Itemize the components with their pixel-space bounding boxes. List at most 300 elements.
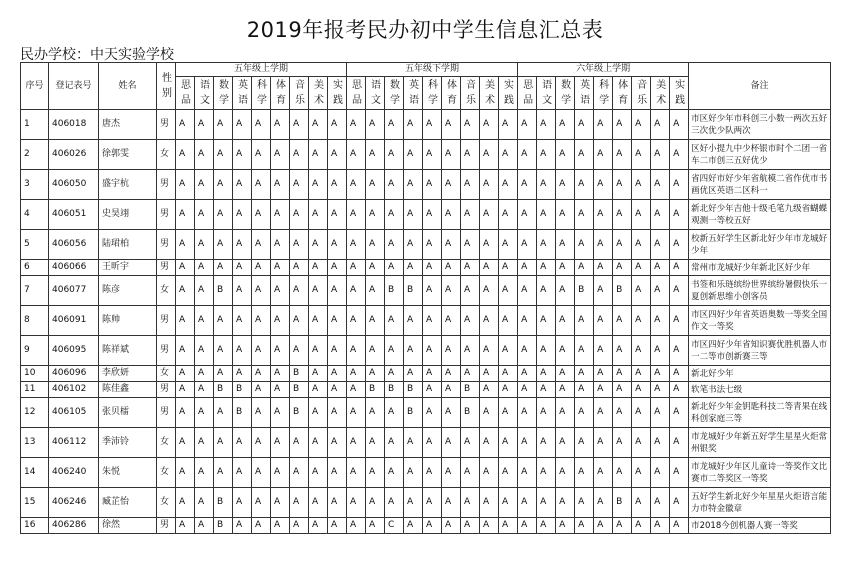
cell-name: 陈彦	[99, 276, 157, 306]
cell-grade: A	[347, 110, 366, 140]
cell-grade: B	[233, 382, 252, 398]
cell-grade: A	[651, 336, 670, 366]
cell-grade: B	[214, 488, 233, 518]
cell-grade: A	[328, 382, 347, 398]
cell-grade: A	[499, 428, 518, 458]
cell-grade: A	[347, 170, 366, 200]
cell-name: 臧芷怡	[99, 488, 157, 518]
cell-grade: A	[195, 458, 214, 488]
subject-header: 科学	[252, 77, 271, 110]
cell-grade: A	[442, 260, 461, 276]
school-name: 民办学校：中天实验学校	[20, 47, 174, 63]
cell-grade: A	[347, 140, 366, 170]
cell-grade: A	[252, 140, 271, 170]
cell-grade: A	[252, 518, 271, 534]
cell-grade: A	[575, 382, 594, 398]
subject-header: 实践	[499, 77, 518, 110]
cell-grade: A	[176, 366, 195, 382]
cell-name: 徐郭雯	[99, 140, 157, 170]
subject-header: 语文	[366, 77, 385, 110]
cell-grade: A	[518, 428, 537, 458]
cell-grade: A	[480, 276, 499, 306]
cell-grade: A	[670, 382, 689, 398]
cell-grade: A	[233, 458, 252, 488]
cell-grade: A	[290, 170, 309, 200]
subject-header: 语文	[195, 77, 214, 110]
student-table	[20, 62, 831, 534]
cell-grade: A	[556, 230, 575, 260]
cell-grade: A	[233, 366, 252, 382]
subject-header: 体育	[613, 77, 632, 110]
cell-grade: A	[271, 518, 290, 534]
cell-grade: A	[385, 398, 404, 428]
cell-reg: 406240	[49, 458, 99, 488]
cell-grade: A	[556, 170, 575, 200]
cell-index: 3	[21, 170, 49, 200]
cell-grade: A	[290, 458, 309, 488]
header-sem3: 六年级上学期	[518, 63, 689, 77]
cell-name: 史昊翊	[99, 200, 157, 230]
cell-gender: 男	[157, 170, 176, 200]
header-name: 姓名	[99, 63, 157, 110]
cell-grade: A	[594, 260, 613, 276]
cell-grade: A	[556, 200, 575, 230]
cell-grade: A	[176, 428, 195, 458]
subject-header: 音乐	[290, 77, 309, 110]
cell-grade: A	[347, 382, 366, 398]
cell-grade: A	[670, 110, 689, 140]
cell-note: 常州市龙城好少年新北区好少年	[689, 260, 831, 276]
cell-gender: 女	[157, 276, 176, 306]
cell-grade: A	[271, 200, 290, 230]
cell-grade: A	[271, 336, 290, 366]
cell-note: 市区好少年市科创三小数一两次五好三次优少队两次	[689, 110, 831, 140]
cell-grade: A	[461, 170, 480, 200]
cell-grade: A	[195, 428, 214, 458]
cell-grade: A	[499, 230, 518, 260]
cell-note: 省四好市好少年省航模二省作优市书画优区英语二区科一	[689, 170, 831, 200]
cell-grade: A	[195, 336, 214, 366]
cell-grade: A	[613, 140, 632, 170]
cell-grade: A	[537, 200, 556, 230]
cell-grade: A	[290, 336, 309, 366]
cell-grade: B	[461, 398, 480, 428]
cell-grade: A	[537, 488, 556, 518]
cell-grade: A	[195, 200, 214, 230]
cell-grade: A	[537, 428, 556, 458]
cell-grade: A	[499, 170, 518, 200]
cell-grade: A	[442, 230, 461, 260]
cell-grade: A	[404, 366, 423, 382]
cell-grade: A	[328, 276, 347, 306]
cell-grade: A	[480, 200, 499, 230]
cell-index: 6	[21, 260, 49, 276]
cell-grade: A	[404, 110, 423, 140]
cell-grade: A	[537, 518, 556, 534]
cell-grade: A	[233, 518, 252, 534]
cell-grade: A	[423, 366, 442, 382]
cell-grade: A	[214, 336, 233, 366]
cell-grade: A	[594, 398, 613, 428]
cell-grade: A	[613, 170, 632, 200]
cell-grade: A	[252, 306, 271, 336]
cell-grade: A	[252, 458, 271, 488]
cell-grade: A	[594, 200, 613, 230]
cell-grade: A	[328, 170, 347, 200]
cell-grade: A	[214, 230, 233, 260]
cell-grade: A	[613, 260, 632, 276]
cell-grade: A	[651, 140, 670, 170]
cell-gender: 女	[157, 488, 176, 518]
cell-grade: B	[613, 488, 632, 518]
cell-grade: A	[461, 110, 480, 140]
cell-note: 市区四好少年省知识赛优胜机器人市一二等市创新赛三等	[689, 336, 831, 366]
cell-grade: A	[575, 366, 594, 382]
cell-grade: A	[518, 518, 537, 534]
cell-grade: A	[461, 260, 480, 276]
cell-grade: A	[423, 276, 442, 306]
cell-grade: A	[214, 200, 233, 230]
cell-grade: A	[499, 366, 518, 382]
table-row	[21, 398, 831, 428]
cell-grade: A	[575, 518, 594, 534]
cell-grade: A	[461, 336, 480, 366]
cell-name: 李欣妍	[99, 366, 157, 382]
cell-grade: A	[176, 200, 195, 230]
cell-gender: 男	[157, 200, 176, 230]
cell-grade: A	[537, 458, 556, 488]
cell-grade: A	[385, 230, 404, 260]
cell-grade: A	[214, 260, 233, 276]
cell-gender: 男	[157, 110, 176, 140]
cell-grade: A	[195, 382, 214, 398]
cell-grade: A	[480, 260, 499, 276]
cell-index: 1	[21, 110, 49, 140]
cell-grade: A	[195, 306, 214, 336]
cell-grade: A	[518, 260, 537, 276]
cell-grade: A	[252, 276, 271, 306]
cell-grade: A	[423, 336, 442, 366]
cell-grade: A	[328, 518, 347, 534]
subject-header: 思品	[518, 77, 537, 110]
cell-grade: A	[290, 110, 309, 140]
cell-grade: A	[651, 366, 670, 382]
cell-grade: A	[518, 276, 537, 306]
cell-grade: A	[309, 170, 328, 200]
cell-gender: 男	[157, 518, 176, 534]
cell-grade: A	[347, 366, 366, 382]
cell-name: 唐杰	[99, 110, 157, 140]
cell-grade: A	[271, 488, 290, 518]
cell-grade: A	[233, 488, 252, 518]
cell-grade: A	[328, 140, 347, 170]
cell-grade: A	[651, 200, 670, 230]
cell-grade: A	[480, 230, 499, 260]
cell-grade: A	[518, 306, 537, 336]
cell-grade: A	[442, 110, 461, 140]
table-row	[21, 140, 831, 170]
cell-grade: A	[632, 306, 651, 336]
subject-header: 美术	[651, 77, 670, 110]
cell-grade: A	[632, 260, 651, 276]
cell-grade: A	[347, 200, 366, 230]
cell-grade: A	[309, 260, 328, 276]
cell-grade: A	[252, 170, 271, 200]
cell-grade: A	[176, 276, 195, 306]
cell-note: 校新五好学生区新北好少年市龙城好少年	[689, 230, 831, 260]
cell-grade: A	[423, 260, 442, 276]
cell-grade: A	[328, 200, 347, 230]
cell-grade: A	[613, 110, 632, 140]
cell-name: 徐然	[99, 518, 157, 534]
cell-grade: A	[366, 398, 385, 428]
cell-grade: A	[613, 428, 632, 458]
cell-grade: A	[518, 488, 537, 518]
cell-grade: A	[366, 110, 385, 140]
cell-index: 13	[21, 428, 49, 458]
cell-grade: A	[328, 260, 347, 276]
cell-grade: A	[309, 428, 328, 458]
cell-grade: A	[252, 382, 271, 398]
table-row	[21, 458, 831, 488]
cell-grade: A	[328, 336, 347, 366]
cell-grade: A	[480, 398, 499, 428]
table-row	[21, 336, 831, 366]
cell-grade: A	[195, 110, 214, 140]
cell-grade: A	[252, 398, 271, 428]
cell-grade: A	[670, 366, 689, 382]
cell-grade: A	[594, 276, 613, 306]
cell-name: 王昕宇	[99, 260, 157, 276]
cell-index: 9	[21, 336, 49, 366]
cell-gender: 女	[157, 458, 176, 488]
cell-index: 4	[21, 200, 49, 230]
cell-grade: A	[404, 200, 423, 230]
cell-grade: A	[328, 110, 347, 140]
cell-reg: 406018	[49, 110, 99, 140]
cell-grade: A	[328, 428, 347, 458]
cell-index: 8	[21, 306, 49, 336]
header-sem2: 五年级下学期	[347, 63, 518, 77]
cell-grade: A	[613, 518, 632, 534]
cell-grade: A	[518, 458, 537, 488]
cell-grade: A	[556, 518, 575, 534]
cell-grade: A	[214, 110, 233, 140]
subject-header: 数学	[385, 77, 404, 110]
cell-grade: A	[442, 488, 461, 518]
cell-grade: A	[214, 458, 233, 488]
cell-grade: A	[632, 398, 651, 428]
cell-grade: A	[651, 428, 670, 458]
cell-grade: A	[366, 276, 385, 306]
cell-grade: A	[556, 276, 575, 306]
cell-grade: A	[423, 306, 442, 336]
cell-grade: A	[499, 518, 518, 534]
cell-grade: A	[480, 518, 499, 534]
cell-note: 市龙城好少年区儿童诗一等奖作文比赛市二等奖区一等奖	[689, 458, 831, 488]
cell-grade: A	[347, 336, 366, 366]
cell-grade: A	[252, 366, 271, 382]
cell-grade: A	[214, 398, 233, 428]
cell-grade: B	[290, 398, 309, 428]
cell-grade: A	[309, 518, 328, 534]
cell-grade: A	[195, 398, 214, 428]
cell-grade: A	[670, 276, 689, 306]
cell-grade: A	[309, 306, 328, 336]
cell-note: 软笔书法七级	[689, 382, 831, 398]
cell-grade: A	[309, 398, 328, 428]
cell-grade: A	[594, 230, 613, 260]
table-row	[21, 260, 831, 276]
cell-grade: B	[404, 276, 423, 306]
page-title: 2019年报考民办初中学生信息汇总表	[246, 18, 604, 42]
cell-grade: A	[442, 306, 461, 336]
cell-grade: A	[423, 140, 442, 170]
cell-grade: A	[290, 200, 309, 230]
cell-index: 5	[21, 230, 49, 260]
cell-grade: A	[423, 170, 442, 200]
cell-grade: A	[613, 366, 632, 382]
cell-grade: A	[423, 518, 442, 534]
cell-grade: A	[632, 488, 651, 518]
cell-note: 新北好少年吉他十级毛笔九级省蝴蝶观测一等校五好	[689, 200, 831, 230]
cell-grade: A	[328, 458, 347, 488]
cell-grade: A	[556, 382, 575, 398]
cell-grade: A	[176, 488, 195, 518]
cell-grade: A	[233, 140, 252, 170]
cell-grade: A	[233, 230, 252, 260]
cell-grade: B	[214, 276, 233, 306]
cell-gender: 男	[157, 336, 176, 366]
subject-header: 数学	[556, 77, 575, 110]
cell-grade: A	[366, 200, 385, 230]
cell-grade: A	[442, 518, 461, 534]
cell-reg: 406246	[49, 488, 99, 518]
cell-grade: A	[309, 336, 328, 366]
subject-header: 实践	[328, 77, 347, 110]
cell-grade: A	[461, 230, 480, 260]
cell-grade: A	[670, 200, 689, 230]
cell-gender: 女	[157, 366, 176, 382]
cell-grade: A	[480, 382, 499, 398]
cell-grade: A	[385, 260, 404, 276]
subject-header: 体育	[271, 77, 290, 110]
cell-grade: A	[480, 428, 499, 458]
subject-header: 体育	[442, 77, 461, 110]
cell-grade: A	[309, 230, 328, 260]
cell-grade: A	[651, 260, 670, 276]
cell-grade: A	[442, 170, 461, 200]
cell-grade: A	[613, 382, 632, 398]
cell-grade: A	[290, 306, 309, 336]
cell-reg: 406095	[49, 336, 99, 366]
cell-grade: A	[442, 336, 461, 366]
cell-grade: A	[347, 230, 366, 260]
cell-grade: A	[670, 398, 689, 428]
table-row	[21, 428, 831, 458]
cell-grade: A	[670, 458, 689, 488]
cell-reg: 406112	[49, 428, 99, 458]
cell-grade: A	[252, 260, 271, 276]
cell-grade: A	[613, 398, 632, 428]
cell-grade: A	[537, 140, 556, 170]
cell-grade: A	[271, 170, 290, 200]
cell-grade: A	[632, 140, 651, 170]
cell-note: 五好学生新北好少年星星火炬语言能力市特金徽章	[689, 488, 831, 518]
cell-grade: A	[404, 518, 423, 534]
cell-grade: A	[309, 110, 328, 140]
cell-grade: A	[366, 170, 385, 200]
cell-grade: A	[176, 170, 195, 200]
cell-grade: A	[328, 366, 347, 382]
cell-grade: A	[385, 428, 404, 458]
cell-grade: A	[195, 488, 214, 518]
cell-grade: A	[461, 366, 480, 382]
cell-grade: A	[499, 260, 518, 276]
cell-grade: A	[271, 458, 290, 488]
cell-grade: A	[385, 366, 404, 382]
cell-note: 书签和乐琏缤纷世界缤纷暑假快乐一夏创新思维小创客员	[689, 276, 831, 306]
cell-grade: B	[613, 276, 632, 306]
cell-grade: A	[404, 458, 423, 488]
cell-grade: A	[461, 428, 480, 458]
cell-grade: A	[537, 276, 556, 306]
cell-grade: A	[347, 306, 366, 336]
cell-grade: A	[575, 140, 594, 170]
cell-grade: A	[537, 366, 556, 382]
cell-grade: A	[499, 398, 518, 428]
cell-grade: A	[404, 140, 423, 170]
cell-grade: A	[461, 518, 480, 534]
cell-grade: A	[461, 140, 480, 170]
cell-grade: A	[176, 110, 195, 140]
cell-grade: A	[594, 170, 613, 200]
cell-grade: A	[632, 366, 651, 382]
cell-grade: A	[366, 428, 385, 458]
cell-index: 2	[21, 140, 49, 170]
cell-reg: 406077	[49, 276, 99, 306]
cell-grade: A	[366, 518, 385, 534]
cell-grade: A	[404, 306, 423, 336]
cell-grade: A	[537, 382, 556, 398]
cell-grade: A	[385, 306, 404, 336]
cell-grade: A	[556, 306, 575, 336]
cell-grade: A	[290, 276, 309, 306]
subject-header: 语文	[537, 77, 556, 110]
cell-grade: A	[366, 366, 385, 382]
cell-grade: A	[651, 230, 670, 260]
cell-grade: A	[271, 140, 290, 170]
cell-grade: A	[366, 230, 385, 260]
cell-grade: A	[385, 170, 404, 200]
cell-grade: A	[176, 458, 195, 488]
cell-grade: A	[442, 382, 461, 398]
cell-grade: A	[556, 140, 575, 170]
cell-grade: A	[252, 110, 271, 140]
cell-grade: A	[252, 200, 271, 230]
cell-grade: A	[518, 140, 537, 170]
cell-grade: A	[480, 458, 499, 488]
cell-gender: 女	[157, 428, 176, 458]
cell-grade: A	[195, 170, 214, 200]
cell-grade: A	[632, 382, 651, 398]
cell-name: 朱悦	[99, 458, 157, 488]
cell-reg: 406286	[49, 518, 99, 534]
subject-header: 英语	[575, 77, 594, 110]
cell-grade: A	[347, 276, 366, 306]
cell-grade: A	[594, 366, 613, 382]
cell-grade: A	[423, 382, 442, 398]
